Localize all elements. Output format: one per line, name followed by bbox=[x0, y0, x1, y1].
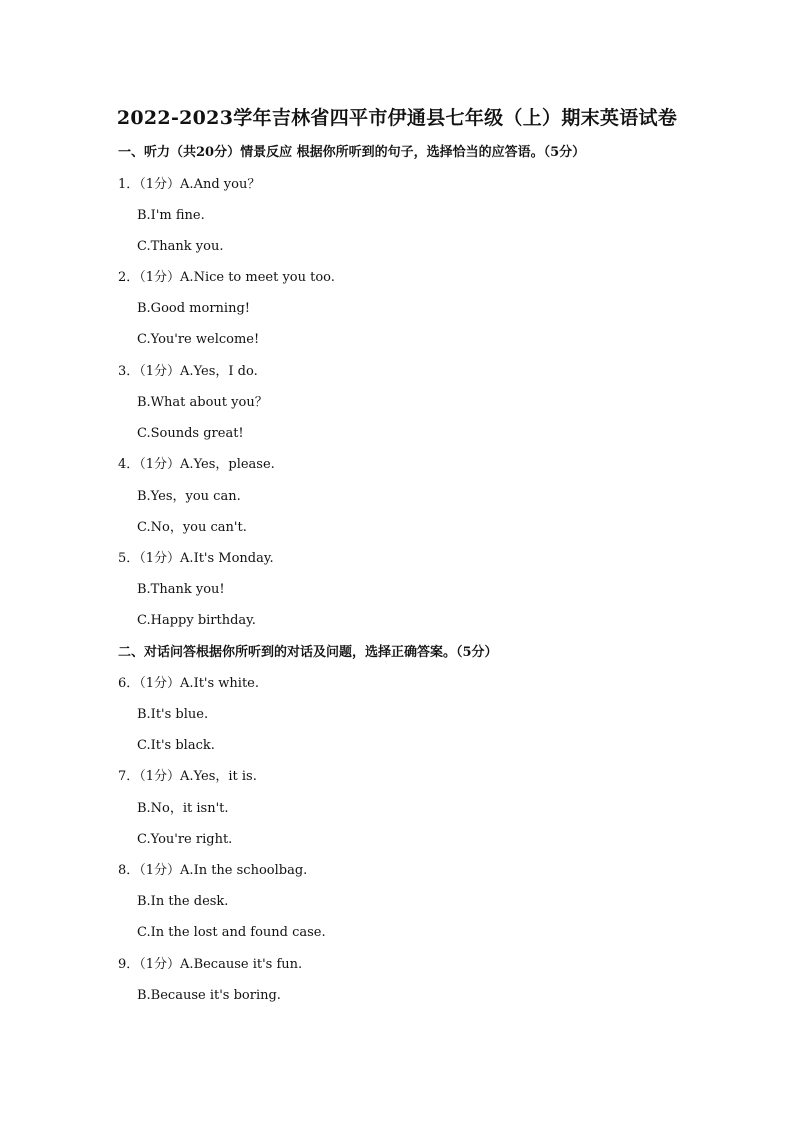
option-4b: B.Yes，you can. bbox=[137, 489, 241, 504]
option-5b: B.Thank you! bbox=[137, 582, 225, 597]
question-5: 5．（1分）A.It's Monday. bbox=[118, 551, 274, 566]
option-8c: C.In the lost and found case. bbox=[137, 925, 326, 940]
option-7c: C.You're right. bbox=[137, 832, 233, 847]
question-2: 2．（1分）A.Nice to meet you too. bbox=[118, 270, 335, 285]
option-4c: C.No，you can't. bbox=[137, 520, 247, 535]
page-title: 2022-2023学年吉林省四平市伊通县七年级（上）期末英语试卷 bbox=[116, 107, 678, 129]
option-1b: B.I'm fine. bbox=[137, 208, 205, 223]
question-1: 1．（1分）A.And you？ bbox=[118, 177, 261, 192]
section-2-heading: 二、对话问答根据你所听到的对话及问题，选择正确答案。（5分） bbox=[118, 645, 498, 660]
question-3: 3．（1分）A.Yes，I do. bbox=[118, 364, 258, 379]
question-7: 7．（1分）A.Yes，it is. bbox=[118, 769, 257, 784]
option-2b: B.Good morning! bbox=[137, 301, 250, 316]
section-1-heading: 一、听力（共20分）情景反应 根据你所听到的句子，选择恰当的应答语。（5分） bbox=[118, 145, 586, 160]
question-8: 8．（1分）A.In the schoolbag. bbox=[118, 863, 308, 878]
question-9: 9．（1分）A.Because it's fun. bbox=[118, 957, 303, 972]
option-5c: C.Happy birthday. bbox=[137, 613, 256, 628]
option-1c: C.Thank you. bbox=[137, 239, 224, 254]
option-6b: B.It's blue. bbox=[137, 707, 209, 722]
option-9b: B.Because it's boring. bbox=[137, 988, 281, 1003]
option-7b: B.No，it isn't. bbox=[137, 801, 229, 816]
option-8b: B.In the desk. bbox=[137, 894, 229, 909]
option-3b: B.What about you？ bbox=[137, 395, 268, 410]
option-2c: C.You're welcome! bbox=[137, 332, 260, 347]
question-6: 6．（1分）A.It's white. bbox=[118, 676, 260, 691]
option-3c: C.Sounds great! bbox=[137, 426, 244, 441]
question-4: 4．（1分）A.Yes，please. bbox=[118, 457, 275, 472]
option-6c: C.It's black. bbox=[137, 738, 215, 753]
